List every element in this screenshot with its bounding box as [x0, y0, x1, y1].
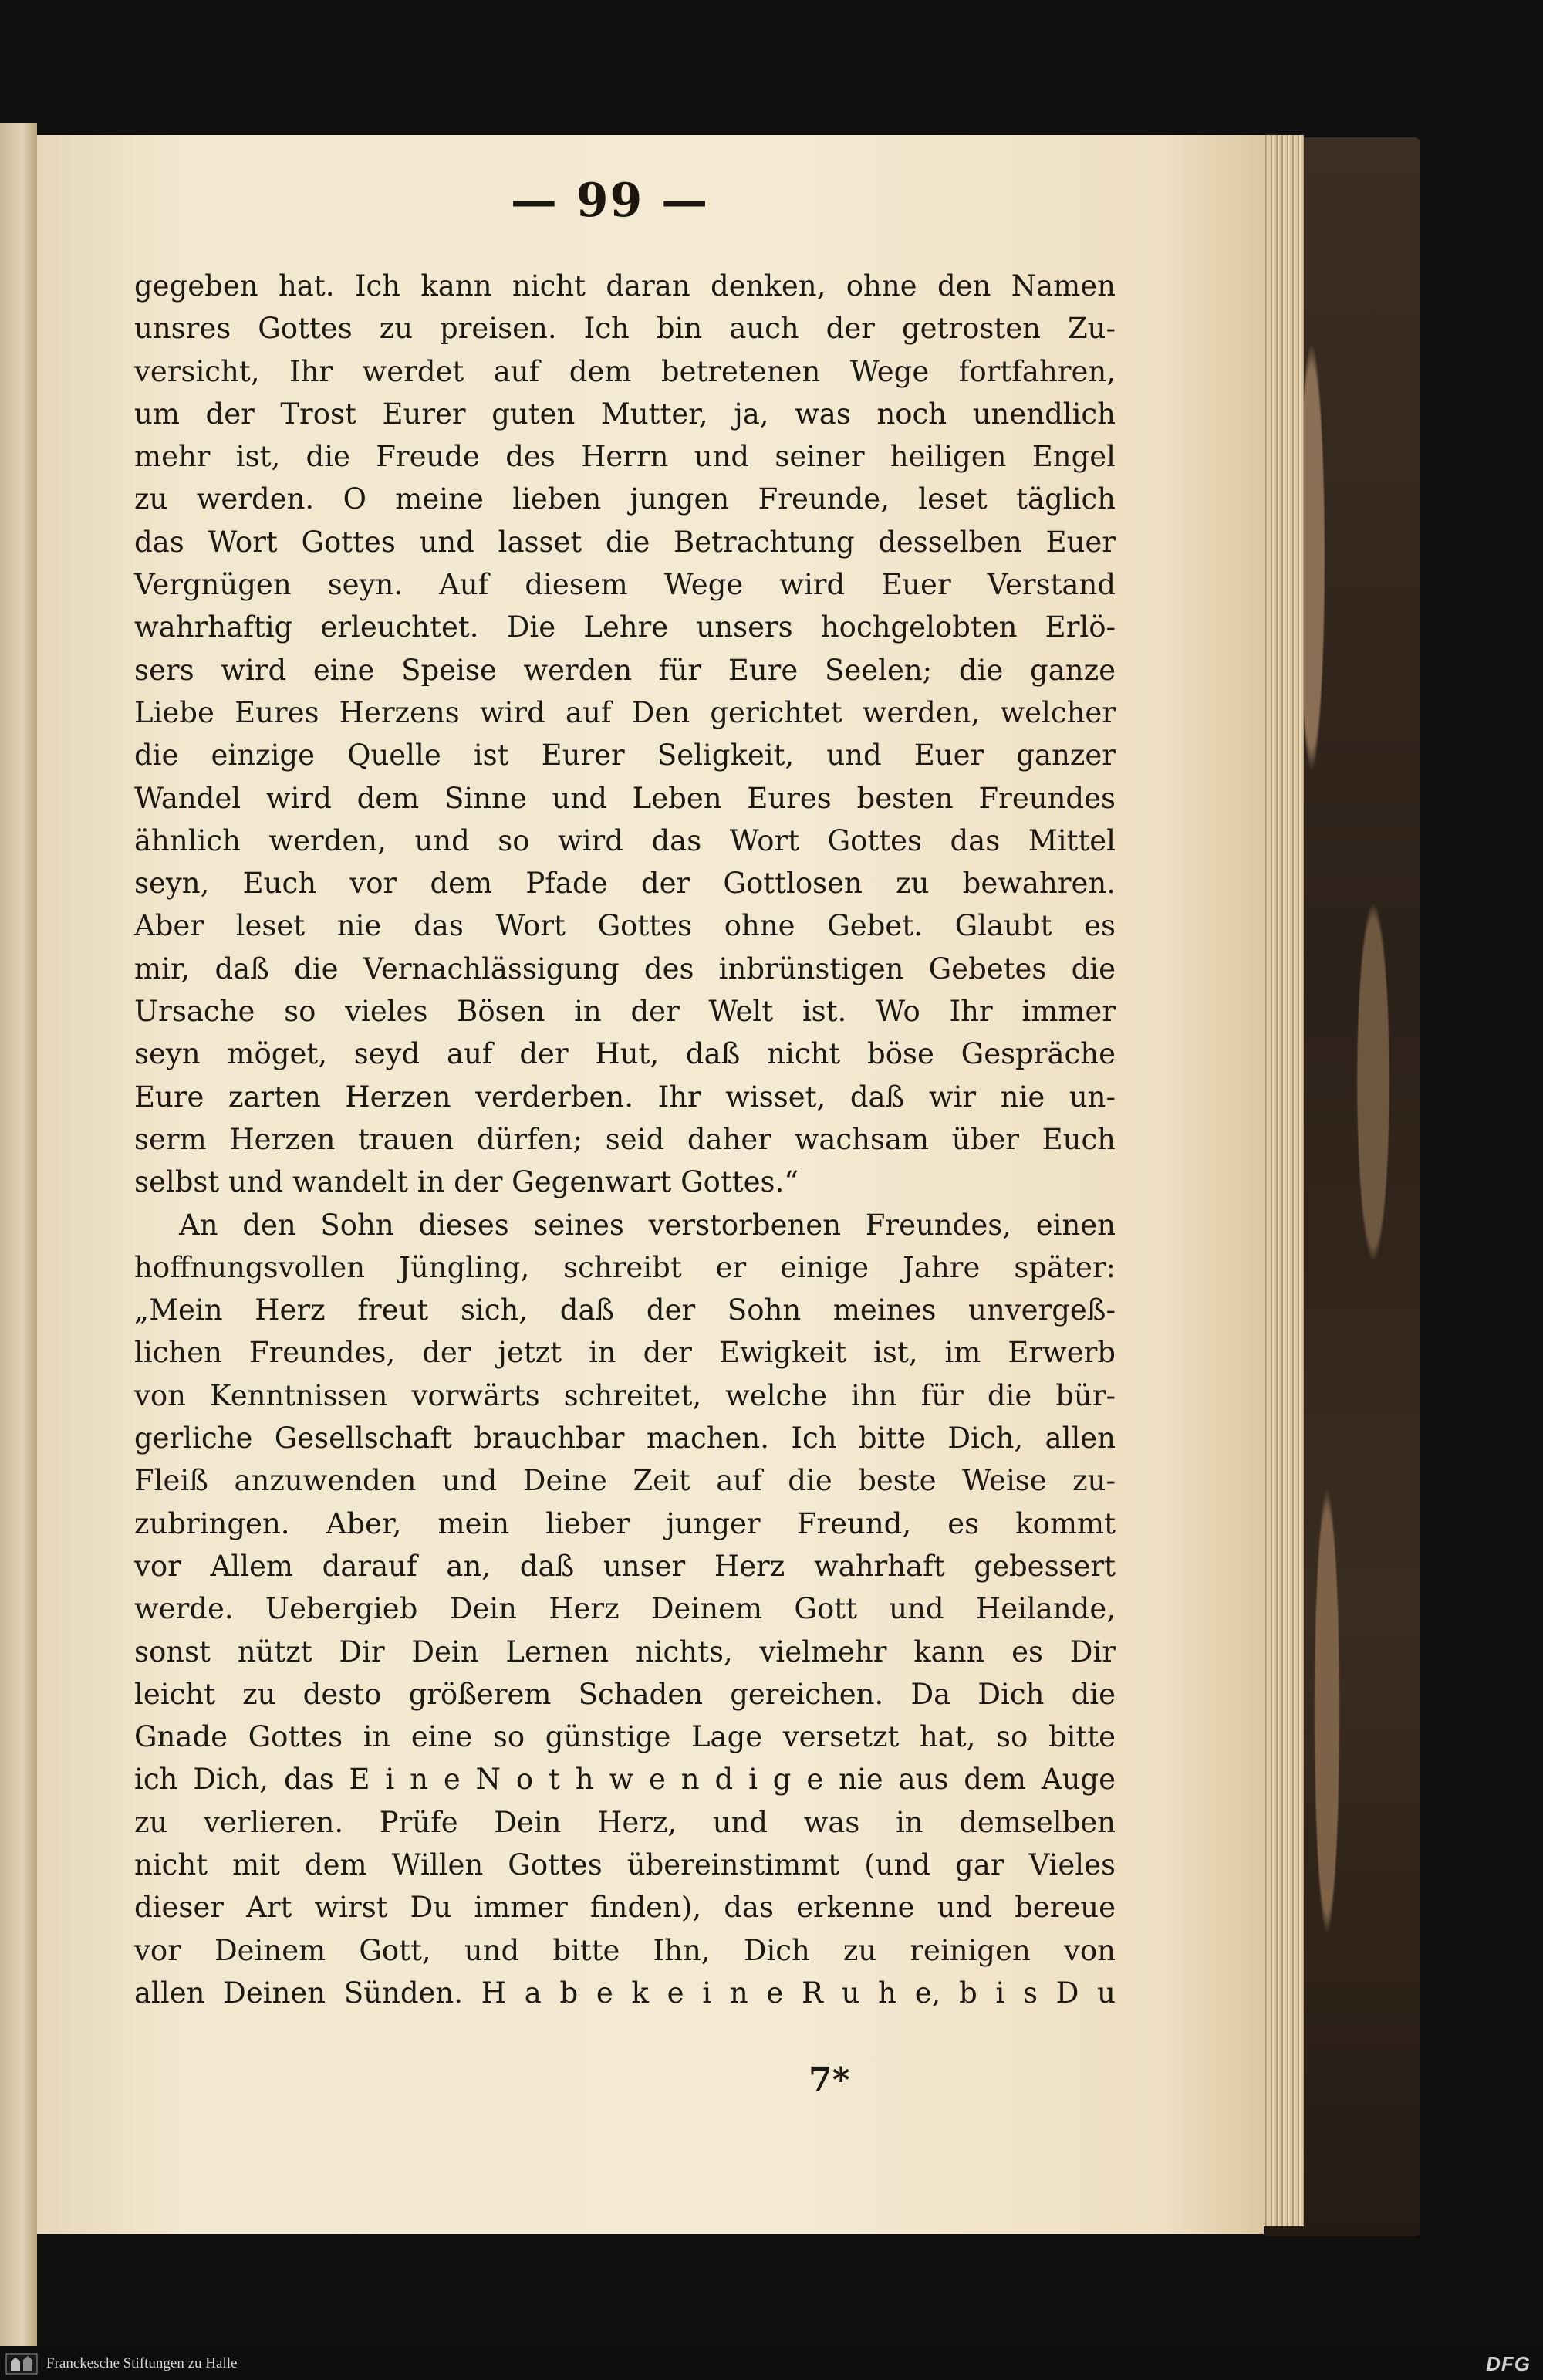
text-line: wahrhaftig erleuchtet. Die Lehre unsers hochgelobten Erlö- — [134, 610, 1116, 644]
text-line: werde. Uebergieb Dein Herz Deinem Gott und Heilande, — [134, 1592, 1116, 1626]
text-line: lichen Freundes, der jetzt in der Ewigkeit ist, im Erwerb — [134, 1336, 1116, 1370]
text-line: sers wird eine Speise werden für Eure Seelen; die ganze — [134, 653, 1116, 687]
text-line: vor Deinem Gott, und bitte Ihn, Dich zu reinigen von — [134, 1933, 1116, 1967]
text-line: An den Sohn dieses seines verstorbenen Freundes, einen — [179, 1208, 1116, 1242]
funder-logo: DFG — [1486, 2352, 1531, 2375]
book-page — [37, 135, 1264, 2234]
text-line: Aber leset nie das Wort Gottes ohne Gebet. Glaubt es — [134, 909, 1116, 943]
text-line: leicht zu desto größerem Schaden gereichen. Da Dich die — [134, 1677, 1116, 1711]
text-line: gerliche Gesellschaft brauchbar machen. Ich bitte Dich, allen — [134, 1422, 1116, 1455]
text-line: mir, daß die Vernachlässigung des inbrünstigen Gebetes die — [134, 952, 1116, 985]
text-line: unsres Gottes zu preisen. Ich bin auch der getrosten Zu- — [134, 312, 1116, 346]
text-line: von Kenntnissen vorwärts schreitet, welche ihn für die bür- — [134, 1378, 1116, 1412]
text-line: Ursache so vieles Bösen in der Welt ist. Wo Ihr immer — [134, 995, 1116, 1029]
text-line: ähnlich werden, und so wird das Wort Gottes das Mittel — [134, 823, 1116, 857]
text-line: seyn, Euch vor dem Pfade der Gottlosen zu bewahren. — [134, 867, 1116, 901]
text-line: um der Trost Eurer guten Mutter, ja, was noch unendlich — [134, 397, 1116, 431]
text-line: nicht mit dem Willen Gottes übereinstimmt (und gar Vieles — [134, 1848, 1116, 1881]
text-line: Vergnügen seyn. Auf diesem Wege wird Euer Verstand — [134, 568, 1116, 602]
text-line: allen Deinen Sünden. H a b e k e i n e R u h e, b i s D u — [134, 1976, 1116, 2010]
text-line: zu werden. O meine lieben jungen Freunde, leset täglich — [134, 482, 1116, 516]
text-line: hoffnungsvollen Jüngling, schreibt er einige Jahre später: — [134, 1250, 1116, 1284]
institution-logo-icon — [5, 2352, 39, 2375]
text-line: Gnade Gottes in eine so günstige Lage versetzt hat, so bitte — [134, 1720, 1116, 1754]
text-line: Eure zarten Herzen verderben. Ihr wisset, daß wir nie un- — [134, 1080, 1116, 1114]
page-fore-edge — [1258, 135, 1304, 2226]
text-line: ich Dich, das E i n e N o t h w e n d i g e nie aus dem Auge — [134, 1763, 1116, 1797]
text-line: mehr ist, die Freude des Herrn und seiner heiligen Engel — [134, 440, 1116, 474]
body-text — [134, 265, 1116, 2014]
text-line: Liebe Eures Herzens wird auf Den gerichtet werden, welcher — [134, 695, 1116, 729]
page-number: — 99 — — [510, 174, 710, 228]
text-line: dieser Art wirst Du immer finden), das erkenne und bereue — [134, 1891, 1116, 1925]
text-line: serm Herzen trauen dürfen; seid daher wachsam über Euch — [134, 1122, 1116, 1156]
left-page-edge — [0, 123, 37, 2346]
text-line: versicht, Ihr werdet auf dem betretenen Wege fortfahren, — [134, 354, 1116, 388]
text-line: Fleiß anzuwenden und Deine Zeit auf die beste Weise zu- — [134, 1464, 1116, 1498]
text-line: seyn möget, seyd auf der Hut, daß nicht böse Gespräche — [134, 1037, 1116, 1071]
text-line: gegeben hat. Ich kann nicht daran denken, ohne den Namen — [134, 269, 1116, 303]
text-line: Wandel wird dem Sinne und Leben Eures besten Freundes — [134, 781, 1116, 815]
text-line: zubringen. Aber, mein lieber junger Freund, es kommt — [134, 1506, 1116, 1540]
text-line: das Wort Gottes und lasset die Betrachtung desselben Euer — [134, 525, 1116, 559]
text-line: selbst und wandelt in der Gegenwart Gottes.“ — [134, 1165, 799, 1199]
text-line: zu verlieren. Prüfe Dein Herz, und was in demselben — [134, 1805, 1116, 1839]
text-line: sonst nützt Dir Dein Lernen nichts, vielmehr kann es Dir — [134, 1635, 1116, 1668]
text-line: „Mein Herz freut sich, daß der Sohn meines unvergeß- — [134, 1293, 1116, 1327]
text-line: vor Allem darauf an, daß unser Herz wahrhaft gebessert — [134, 1549, 1116, 1583]
institution-credit: Franckesche Stiftungen zu Halle — [46, 2355, 238, 2372]
footer-bar — [0, 2346, 1543, 2380]
text-line: die einzige Quelle ist Eurer Seligkeit, und Euer ganzer — [134, 739, 1116, 772]
signature-mark: 7* — [809, 2061, 850, 2100]
